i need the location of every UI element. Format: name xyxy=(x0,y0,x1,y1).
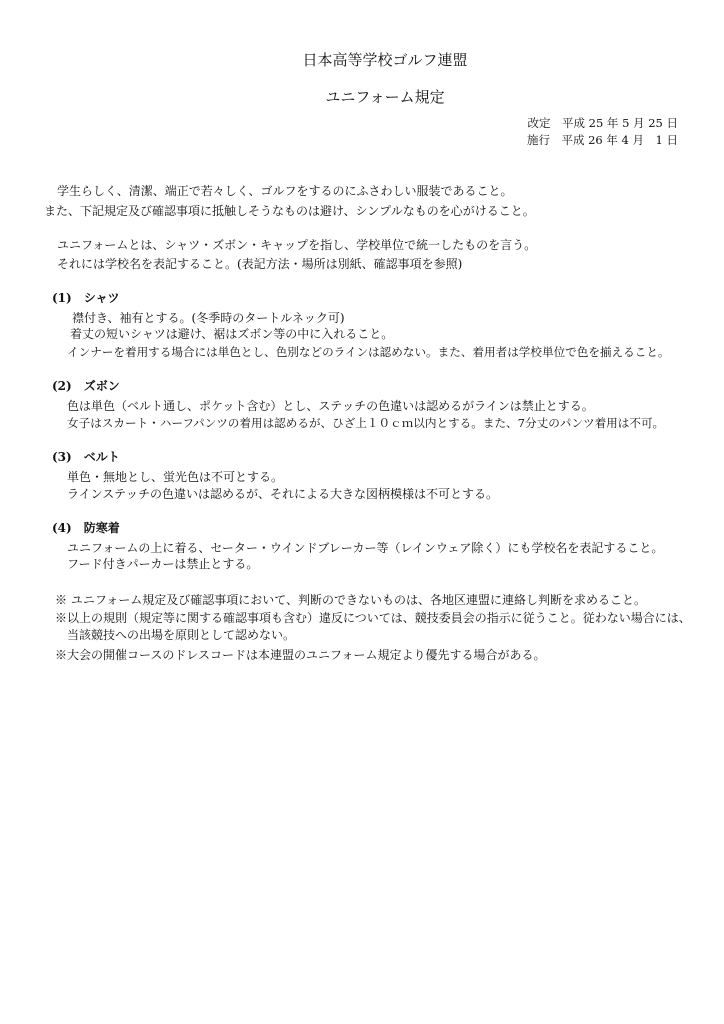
note-line: ※大会の開催コースのドレスコードは本連盟のユニフォーム規定より優先する場合がある。 xyxy=(55,648,546,662)
section-line: ユニフォームの上に着る、セーター・ウインドブレーカー等（レインウェア除く）にも学校名を表記すること。 xyxy=(67,541,664,555)
intro-line: また、下記規定及び確認事項に抵触しそうなものは避け、シンプルなものを心がけること。 xyxy=(44,204,535,218)
section-heading-pants: (2) ズボン xyxy=(52,379,120,393)
section-heading-belt: (3) ベルト xyxy=(52,450,120,464)
section-line: ラインステッチの色違いは認めるが、それによる大きな図柄模様は不可とする。 xyxy=(67,487,499,501)
section-line: 女子はスカート・ハーフパンツの着用は認めるが、ひざ上１０ｃｍ以内とする。また、7分丈のパンツ着用は不可。 xyxy=(67,416,665,430)
effective-date: 施行 平成 26 年 4 月 1 日 xyxy=(526,133,678,147)
definition-line: ユニフォームとは、シャツ・ズボン・キャップを指し、学校単位で統一したものを言う。 xyxy=(57,238,537,252)
note-line: ※以上の規則（規定等に関する確認事項も含む）違反については、競技委員会の指示に従うこと。従わない場合には、 xyxy=(55,611,691,625)
section-line: 色は単色（ベルト通し、ポケット含む）とし、ステッチの色違いは認めるがラインは禁止とする。 xyxy=(67,399,594,413)
section-line: フード付きパーカーは禁止とする。 xyxy=(67,557,259,571)
note-line: 当該競技への出場を原則として認めない。 xyxy=(67,628,296,642)
note-line: ※ ユニフォーム規定及び確認事項において、判断のできないものは、各地区連盟に連絡し判断を求めること。 xyxy=(55,593,646,607)
section-line: 単色・無地とし、蛍光色は不可とする。 xyxy=(67,470,284,484)
definition-line: それには学校名を表記すること。(表記方法・場所は別紙、確認事項を参照) xyxy=(57,257,463,271)
section-line: インナーを着用する場合には単色とし、色別などのラインは認めない。また、着用者は学校単位で色を揃えること。 xyxy=(67,345,670,359)
section-line: 着丈の短いシャツは避け、裾はズボン等の中に入れること。 xyxy=(70,327,394,341)
intro-line: 学生らしく、清潔、端正で若々しく、ゴルフをするのにふさわしい服装であること。 xyxy=(57,184,513,198)
section-heading-coldwear: (4) 防寒着 xyxy=(52,521,120,535)
organization-name: 日本高等学校ゴルフ連盟 xyxy=(302,51,468,69)
revision-date: 改定 平成 25 年 5 月 25 日 xyxy=(527,116,678,130)
document-title: ユニフォーム規定 xyxy=(325,88,445,106)
section-heading-shirt: (1) シャツ xyxy=(52,291,120,305)
section-line: 襟付き、袖有とする。(冬季時のタートルネック可) xyxy=(72,311,345,325)
